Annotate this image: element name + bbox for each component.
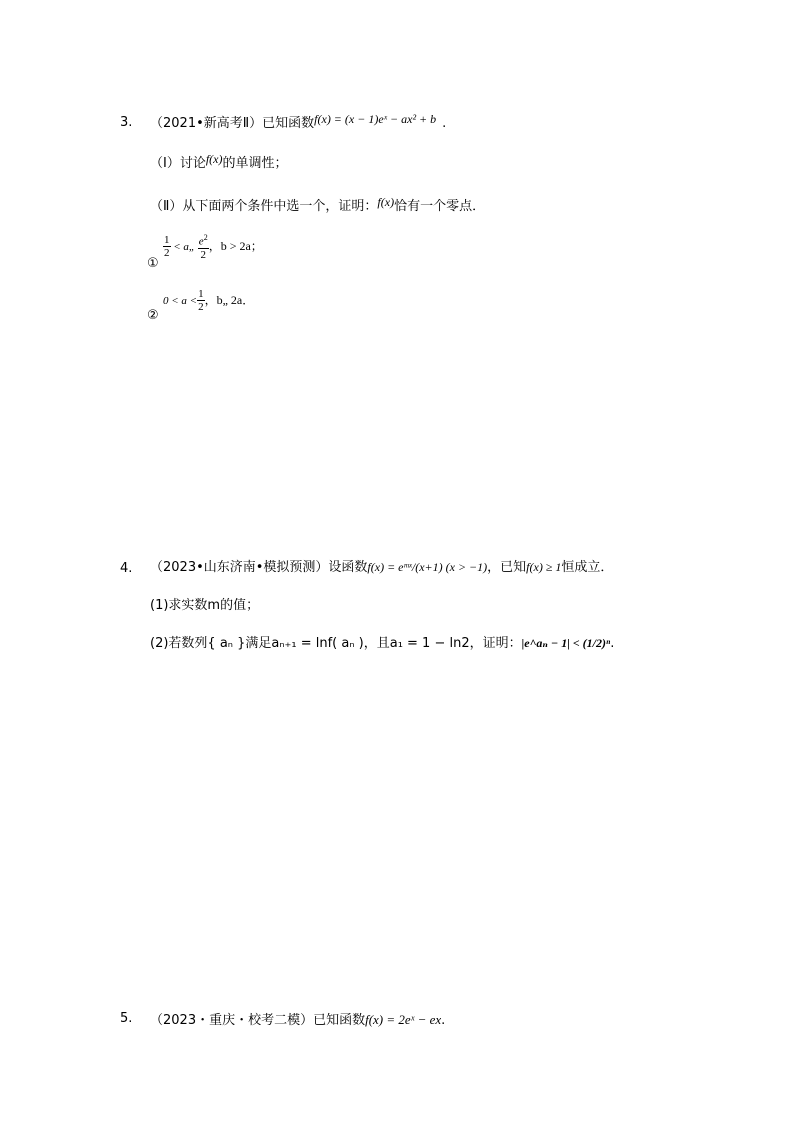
q4-source: （2023•山东济南•模拟预测）设函数 [150,560,368,575]
q3-cond2-frac-half: $\frac{1}{2}$ [198,288,204,313]
q4-middle: ，已知 [487,560,527,575]
q4-part2-ineq: |e^aₙ − 1| < (1/2)ⁿ [521,636,611,650]
q5-source: （2023・重庆・校考二模）已知函数 [150,1013,366,1028]
q3-cond2-tail: ，b„ 2a． [204,293,255,307]
q4-part2 [150,632,614,651]
q4-part1: (1)求实数m的值； [150,598,260,613]
q4-stem [150,556,613,575]
q3-cond2-head: 0 < a < [163,295,198,307]
q3-part1 [150,152,288,171]
q3-end: . [442,116,447,131]
q3-part2-func: f(x) [377,195,395,209]
q3-cond1-frac-half: $\frac{1}{2}$ [164,233,170,259]
q3-part1-label: （Ⅰ）讨论 [150,156,206,171]
q5-number: 5. [120,1011,133,1026]
q4-condition: f(x) ≥ 1 [526,560,562,574]
q3-number: 3. [120,115,133,130]
q3-part1-text: 的单调性； [222,156,288,171]
q4-number: 4. [120,561,133,576]
q3-part2-label: （Ⅱ）从下面两个条件中选一个，证明： [150,199,378,214]
q3-cond2-marker: ② [147,308,159,323]
q3-part1-func: f(x) [205,152,223,166]
q3-cond1-frac-e2: $\frac{e^2}{2}$ [198,233,208,261]
q3-formula: f(x) = (x − 1)eˣ − ax² + b [314,112,437,126]
q3-part2-text: 恰有一个零点． [394,199,486,214]
q5-stem [150,1009,445,1028]
q3-cond1-tail: ，b > 2a； [208,238,263,253]
q5-formula: f(x) = 2eˣ − ex [365,1012,442,1027]
q3-part2 [150,195,485,214]
q3-stem [150,112,446,131]
q5-end: . [441,1013,446,1028]
q4-tail: 恒成立． [561,560,614,575]
q3-cond1-marker: ① [147,256,159,271]
q3-source: （2021•新高考Ⅱ）已知函数 [150,116,315,131]
q3-cond2-expr [163,288,254,313]
q4-part2-head: (2)若数列{ aₙ }满足aₙ₊₁ = lnf( aₙ )，且a₁ = 1 − ln2，证明： [150,636,522,651]
q4-formula: f(x) = eᵐˣ/(x+1) (x > −1) [367,560,488,574]
q4-part2-end: . [610,636,615,651]
q3-cond1-expr: $\frac{1}{2}$ < a„ $\frac{e^2}{2}$ ，b > 2a； [164,233,263,261]
